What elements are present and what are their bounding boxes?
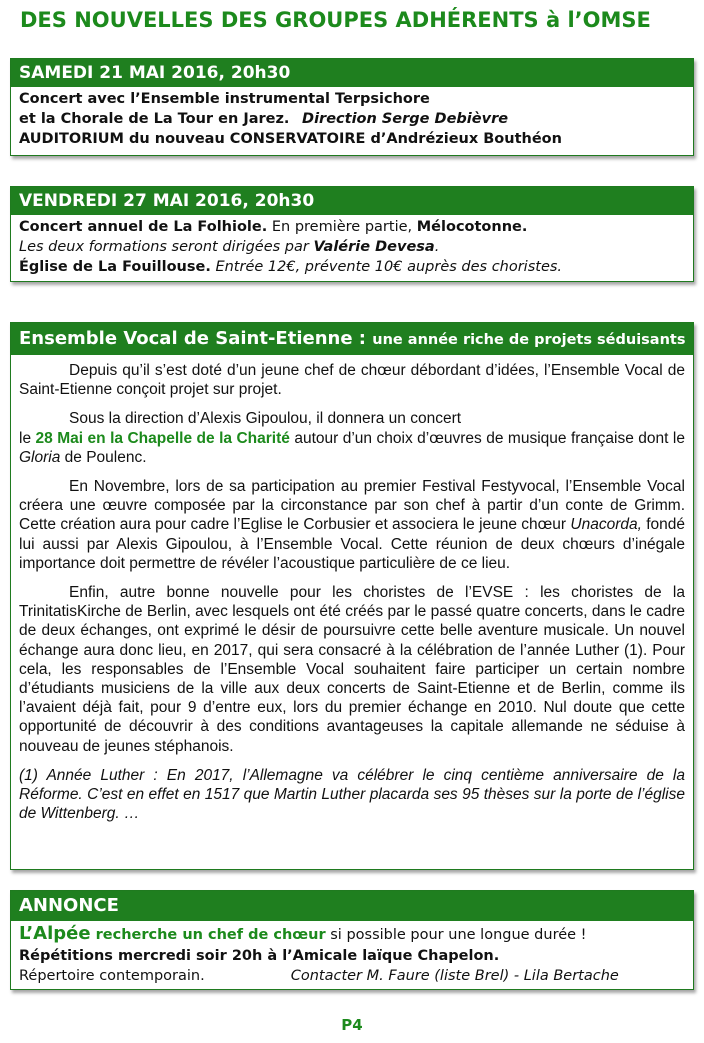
article-footnote: (1) Année Luther : En 2017, l’Allemagne va célébrer le cinq centième anniversaire de la Réforme. C’est en effet en 1517 que Martin Luther placarda ses 95 thèses sur la porte de l’église de Wittenberg. … (19, 766, 685, 823)
announcement-line: Répétitions mercredi soir 20h à l’Amicale laïque Chapelon. (19, 948, 500, 964)
announcement-text: si possible pour une longue durée ! (325, 927, 587, 943)
announcement-line (19, 923, 685, 946)
event-header: SAMEDI 21 MAI 2016, 20h30 (11, 59, 693, 87)
event-line (19, 237, 685, 257)
event-line (19, 217, 685, 237)
article-text: En Novembre, lors de sa participation au premier Festival Festyvocal, l’Ensemble Vocal créera une œuvre composée par la circonstance par son chef à partir d’un conte de Grimm. Cette création aura pour cadre l’Eglise le Corbusier et associera le jeune chœur (19, 478, 685, 534)
event-text: et la Chorale de La Tour en Jarez. (19, 111, 290, 127)
article-header (11, 323, 693, 355)
page-number: P4 (341, 1016, 363, 1034)
event-venue: Église de La Fouillouse. (19, 259, 211, 275)
event-line: Concert avec l’Ensemble instrumental Terpsichore (19, 91, 430, 107)
article-text: fondé lui aussi par Alexis Gipoulou, à l’Ensemble Vocal. Cette réunion de deux chœurs d’inégale importance doit permettre de révéler l’acoustique particulière de ce lieu. (19, 516, 686, 572)
event-line (19, 257, 685, 277)
announcement-contact: Contacter M. Faure (liste Brel) - Lila Bertache (290, 968, 619, 984)
announcement-text: recherche un chef de chœur (90, 927, 326, 943)
event-line (19, 109, 685, 129)
article-subtitle: une année riche de projets séduisants (372, 332, 686, 348)
article-text: Sous la direction d’Alexis Gipoulou, il donnera un concert (69, 410, 462, 428)
event-text: Mélocotonne. (416, 219, 528, 235)
event-text: En première partie, (267, 219, 417, 235)
article-box-evse (10, 322, 694, 870)
announcement-box (10, 890, 694, 990)
event-box-vendredi (10, 186, 694, 282)
article-text: Gloria (19, 448, 61, 466)
announcement-text: Répertoire contemporain. (19, 968, 205, 984)
event-box-samedi (10, 58, 694, 156)
page-title: DES NOUVELLES DES GROUPES ADHÉRENTS à l’OMSE (20, 8, 651, 32)
article-text: de Poulenc. (60, 448, 147, 466)
event-venue: AUDITORIUM du nouveau CONSERVATOIRE d’Andrézieux Bouthéon (19, 131, 562, 147)
event-text: . (434, 239, 440, 255)
event-director: Direction Serge Debièvre (302, 111, 509, 127)
announcement-line (19, 966, 685, 986)
concert-date-highlight: 28 Mai en la Chapelle de la Charité (35, 429, 290, 447)
article-text: le (19, 429, 36, 447)
article-text: autour d’un choix d’œuvres de musique française dont le (289, 429, 686, 447)
event-director: Valérie Devesa (313, 239, 435, 255)
choir-name: L’Alpée (19, 923, 91, 944)
event-text: Les deux formations seront dirigées par (19, 239, 314, 255)
event-price: Entrée 12€, prévente 10€ auprès des choristes. (210, 259, 563, 275)
article-paragraph (19, 477, 685, 573)
event-text: Concert annuel de La Folhiole. (19, 219, 268, 235)
article-paragraph: Enfin, autre bonne nouvelle pour les choristes de l’EVSE : les choristes de la TrinitatisKirche de Berlin, avec lesquels ont été créés par le passé quatre concerts, dans le cadre de deux échanges, ont exprimé le désir de poursuivre cette belle aventure musicale. Un nouvel échange aura donc lieu, en 2017, qui sera consacré à la célébration de l’année Luther (1). Pour cela, les responsables de l’Ensemble Vocal souhaitent faire participer un certain nombre d’étudiants musiciens de la ville aux deux concerts de Saint-Etienne et de Berlin, comme ils l’avaient déjà fait, pour 9 d’entre eux, lors du premier échange en 2010. Nul doute que cette opportunité de découvrir à des conditions avantageuses la capitale allemande ne séduise à nouveau de jeunes stéphanois. (19, 584, 685, 755)
article-text: Unacorda, (570, 516, 642, 534)
article-paragraph: Depuis qu’il s’est doté d’un jeune chef de chœur débordant d’idées, l’Ensemble Vocal de Saint-Etienne conçoit projet sur projet. (19, 362, 685, 399)
event-header: VENDREDI 27 MAI 2016, 20h30 (11, 187, 693, 215)
article-title: Ensemble Vocal de Saint-Etienne : (19, 328, 373, 349)
article-paragraph (19, 409, 685, 467)
announcement-header: ANNONCE (11, 891, 693, 921)
